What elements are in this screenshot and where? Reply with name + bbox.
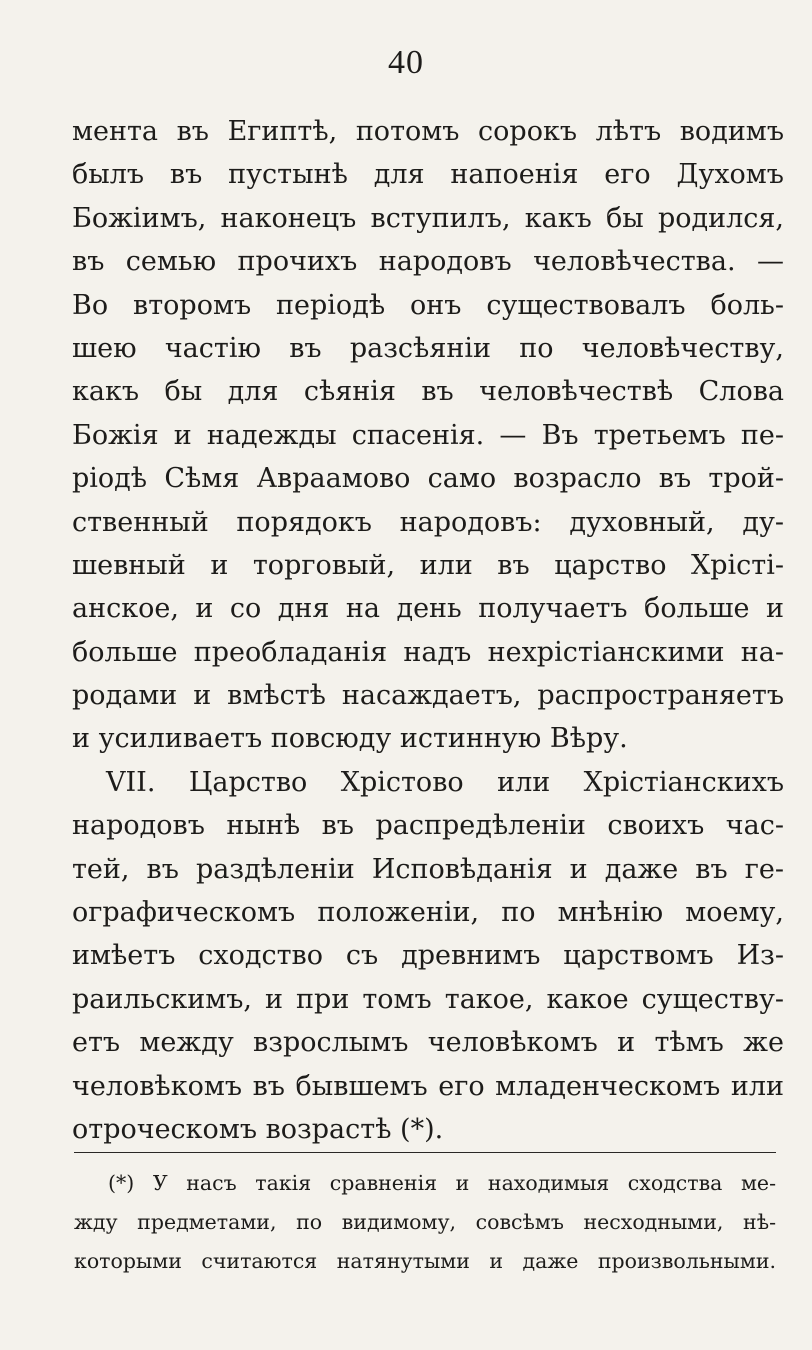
text-line: Божіимъ, наконецъ вступилъ, какъ бы родился, xyxy=(72,202,784,234)
page-number: 40 xyxy=(388,44,424,81)
text-line: былъ въ пустынѣ для напоенія его Духомъ xyxy=(72,159,784,191)
text-line: родами и вмѣстѣ насаждаетъ, распространяетъ xyxy=(72,680,784,712)
footnote-line: жду предметами, по видимому, совсѣмъ несходными, нѣ- xyxy=(74,1210,776,1234)
text-line: Во второмъ періодѣ онъ существовалъ боль- xyxy=(72,289,784,321)
text-line: анское, и со дня на день получаетъ больше и xyxy=(72,593,784,625)
text-line: раильскимъ, и при томъ такое, какое существу- xyxy=(72,983,784,1015)
text-line: имѣетъ сходство съ древнимъ царствомъ Из- xyxy=(72,940,784,972)
footnote-divider xyxy=(74,1152,776,1153)
text-line: тей, въ раздѣленіи Исповѣданія и даже въ ге- xyxy=(72,853,784,885)
text-line: больше преобладанія надъ нехрістіанскими на- xyxy=(72,636,784,668)
text-line: и усиливаетъ повсюду истинную Вѣру. xyxy=(72,723,628,755)
text-line: ственный порядокъ народовъ: духовный, ду- xyxy=(72,506,784,538)
text-line: етъ между взрослымъ человѣкомъ и тѣмъ же xyxy=(72,1027,784,1059)
text-line: шевный и торговый, или въ царство Хрісті- xyxy=(72,549,784,581)
paragraph-start-line: VII. Царство Хрістово или Хрістіанскихъ xyxy=(106,766,784,798)
text-line: отроческомъ возрастѣ (*). xyxy=(72,1113,444,1145)
body-text xyxy=(72,110,784,1151)
text-line: шею частію въ разсѣяніи по человѣчеству, xyxy=(72,332,784,364)
text-line: какъ бы для сѣянія въ человѣчествѣ Слова xyxy=(72,376,784,408)
footnote-line: (*) У насъ такія сравненія и находимыя сходства ме- xyxy=(108,1171,776,1195)
text-line: человѣкомъ въ бывшемъ его младенческомъ или xyxy=(72,1070,784,1102)
text-line: Божія и надежды спасенія. — Въ третьемъ пе- xyxy=(72,419,784,451)
footnote xyxy=(74,1164,776,1281)
footnote-line: которыми считаются натянутыми и даже произвольными. xyxy=(74,1249,776,1273)
text-line: мента въ Египтѣ, потомъ сорокъ лѣтъ водимъ xyxy=(72,116,784,147)
text-line: въ семью прочихъ народовъ человѣчества. — xyxy=(72,246,784,278)
text-line: ріодѣ Сѣмя Авраамово само возрасло въ трой- xyxy=(72,463,784,495)
text-line: ографическомъ положеніи, по мнѣнію моему, xyxy=(72,897,784,929)
text-line: народовъ нынѣ въ распредѣленіи своихъ час- xyxy=(72,810,784,842)
